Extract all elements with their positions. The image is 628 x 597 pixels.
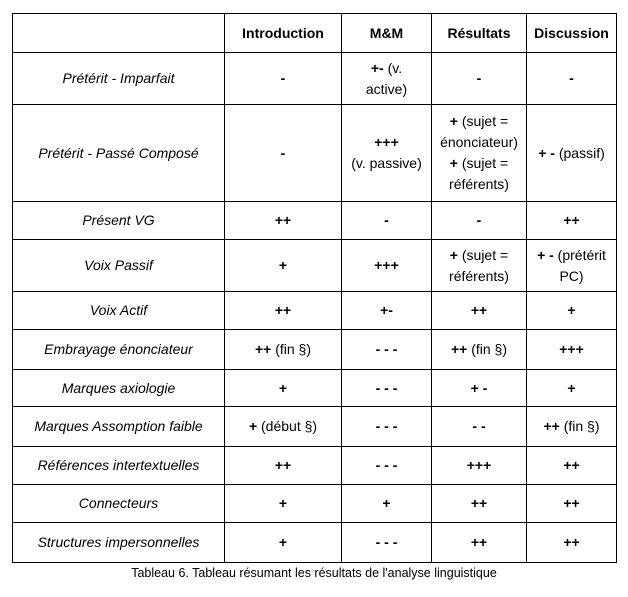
cell-note: (début §) (257, 418, 318, 434)
rating-mark: ++ (543, 418, 560, 434)
cell-mm (342, 485, 432, 523)
cell-discussion (527, 523, 617, 563)
cell-note: référents) (449, 267, 509, 284)
cell-mm (342, 407, 432, 447)
rating-mark: ++ (563, 534, 580, 550)
cell-mm (342, 202, 432, 240)
rating-mark: - (280, 144, 286, 161)
cell-mm (342, 523, 432, 563)
rating-mark: + (382, 495, 391, 511)
rating-mark: + (278, 379, 288, 396)
cell-discussion (527, 240, 617, 292)
cell-resultats (432, 330, 527, 370)
rating-mark: ++ (563, 457, 580, 473)
rating-mark: ++ (274, 302, 292, 318)
rating-mark: - - - (375, 534, 398, 550)
table-row (13, 53, 617, 105)
table-body (13, 53, 617, 563)
cell-note: (v. passive) (351, 155, 422, 171)
cell-discussion (527, 105, 617, 202)
cell-introduction (225, 447, 342, 485)
rating-mark: + (278, 534, 288, 550)
rating-mark: + (449, 113, 458, 129)
rating-mark: + - (538, 144, 555, 161)
rating-mark: + (449, 155, 458, 171)
rating-mark: - - - (375, 379, 398, 396)
cell-discussion (527, 330, 617, 370)
cell-note: (v. (383, 59, 403, 76)
rating-mark: - (280, 70, 286, 86)
header-discussion: Discussion (527, 14, 617, 53)
cell-note: (fin §) (467, 341, 508, 357)
cell-note: (sujet = (457, 246, 509, 263)
rating-mark: ++ (274, 457, 292, 473)
cell-discussion (527, 370, 617, 407)
table-row (13, 523, 617, 563)
table-row (13, 370, 617, 407)
table-row (13, 292, 617, 330)
table-row (13, 330, 617, 370)
row-label: Prétérit - Passé Composé (13, 105, 225, 202)
rating-mark: - - - (375, 341, 398, 357)
rating-mark: + - (537, 246, 554, 263)
cell-mm (342, 330, 432, 370)
rating-mark: ++ (450, 341, 468, 357)
row-label: Voix Actif (13, 292, 225, 330)
rating-mark: - - - (375, 418, 398, 434)
cell-note: (fin §) (559, 418, 600, 434)
cell-introduction (225, 240, 342, 292)
rating-mark: + (567, 302, 576, 318)
row-label: Connecteurs (13, 485, 225, 523)
cell-resultats (432, 485, 527, 523)
row-label: Structures impersonnelles (13, 523, 225, 563)
cell-note: (sujet = (457, 113, 509, 129)
header-empty (13, 14, 225, 53)
rating-mark: +++ (466, 457, 492, 473)
cell-resultats (432, 292, 527, 330)
cell-note: active) (365, 80, 408, 97)
rating-mark: +++ (374, 134, 399, 150)
row-label: Prétérit - Imparfait (13, 53, 225, 105)
header-resultats: Résultats (432, 14, 527, 53)
rating-mark: +++ (374, 257, 399, 273)
header-row (13, 14, 617, 53)
rating-mark: - - (472, 418, 486, 434)
rating-mark: + - (470, 379, 488, 396)
rating-mark: - (476, 212, 482, 228)
rating-mark: +++ (559, 341, 584, 357)
cell-introduction (225, 407, 342, 447)
cell-resultats (432, 523, 527, 563)
cell-resultats (432, 240, 527, 292)
table-row (13, 485, 617, 523)
cell-note: (fin §) (271, 341, 312, 357)
table-row (13, 407, 617, 447)
cell-resultats (432, 407, 527, 447)
cell-mm (342, 447, 432, 485)
rating-mark: ++ (563, 212, 580, 228)
cell-mm (342, 105, 432, 202)
table-row (13, 447, 617, 485)
table-caption: Tableau 6. Tableau résumant les résultats de l'analyse linguistique (131, 566, 497, 580)
cell-introduction (225, 523, 342, 563)
cell-resultats (432, 447, 527, 485)
cell-note: (passif) (554, 144, 605, 161)
cell-discussion (527, 202, 617, 240)
cell-introduction (225, 485, 342, 523)
rating-mark: - - - (375, 457, 398, 473)
cell-introduction (225, 330, 342, 370)
cell-mm (342, 292, 432, 330)
table-row (13, 202, 617, 240)
cell-introduction (225, 292, 342, 330)
rating-mark: + (567, 379, 576, 396)
table-row (13, 240, 617, 292)
rating-mark: + (449, 246, 458, 263)
rating-mark: + (278, 495, 288, 511)
table-row (13, 105, 617, 202)
rating-mark: + (248, 418, 258, 434)
rating-mark: - (384, 212, 389, 228)
cell-resultats (432, 53, 527, 105)
rating-mark: ++ (470, 495, 488, 511)
rating-mark: ++ (254, 341, 272, 357)
cell-discussion (527, 53, 617, 105)
rating-mark: ++ (470, 302, 488, 318)
cell-mm (342, 370, 432, 407)
cell-note: (sujet = (457, 155, 509, 171)
row-label: Marques axiologie (13, 370, 225, 407)
cell-discussion (527, 292, 617, 330)
cell-note: PC) (559, 267, 584, 284)
cell-discussion (527, 485, 617, 523)
cell-resultats (432, 370, 527, 407)
cell-resultats (432, 105, 527, 202)
cell-note: (prétérit (553, 246, 606, 263)
cell-discussion (527, 447, 617, 485)
rating-mark: ++ (274, 212, 292, 228)
rating-mark: - (569, 70, 574, 86)
row-label: Voix Passif (13, 240, 225, 292)
cell-resultats (432, 202, 527, 240)
results-table (12, 13, 617, 563)
rating-mark: ++ (470, 534, 488, 550)
row-label: Présent VG (13, 202, 225, 240)
row-label: Références intertextuelles (13, 447, 225, 485)
cell-mm (342, 53, 432, 105)
rating-mark: +- (370, 59, 384, 76)
cell-introduction (225, 202, 342, 240)
header-introduction: Introduction (225, 14, 342, 53)
header-mm: M&M (342, 14, 432, 53)
row-label: Embrayage énonciateur (13, 330, 225, 370)
cell-introduction (225, 53, 342, 105)
rating-mark: - (476, 70, 482, 86)
cell-mm (342, 240, 432, 292)
cell-note: référents) (449, 176, 509, 192)
cell-discussion (527, 407, 617, 447)
rating-mark: +- (380, 302, 393, 318)
rating-mark: + (278, 257, 288, 273)
cell-introduction (225, 105, 342, 202)
rating-mark: ++ (563, 495, 580, 511)
cell-introduction (225, 370, 342, 407)
cell-note: énonciateur) (440, 134, 518, 150)
row-label: Marques Assomption faible (13, 407, 225, 447)
